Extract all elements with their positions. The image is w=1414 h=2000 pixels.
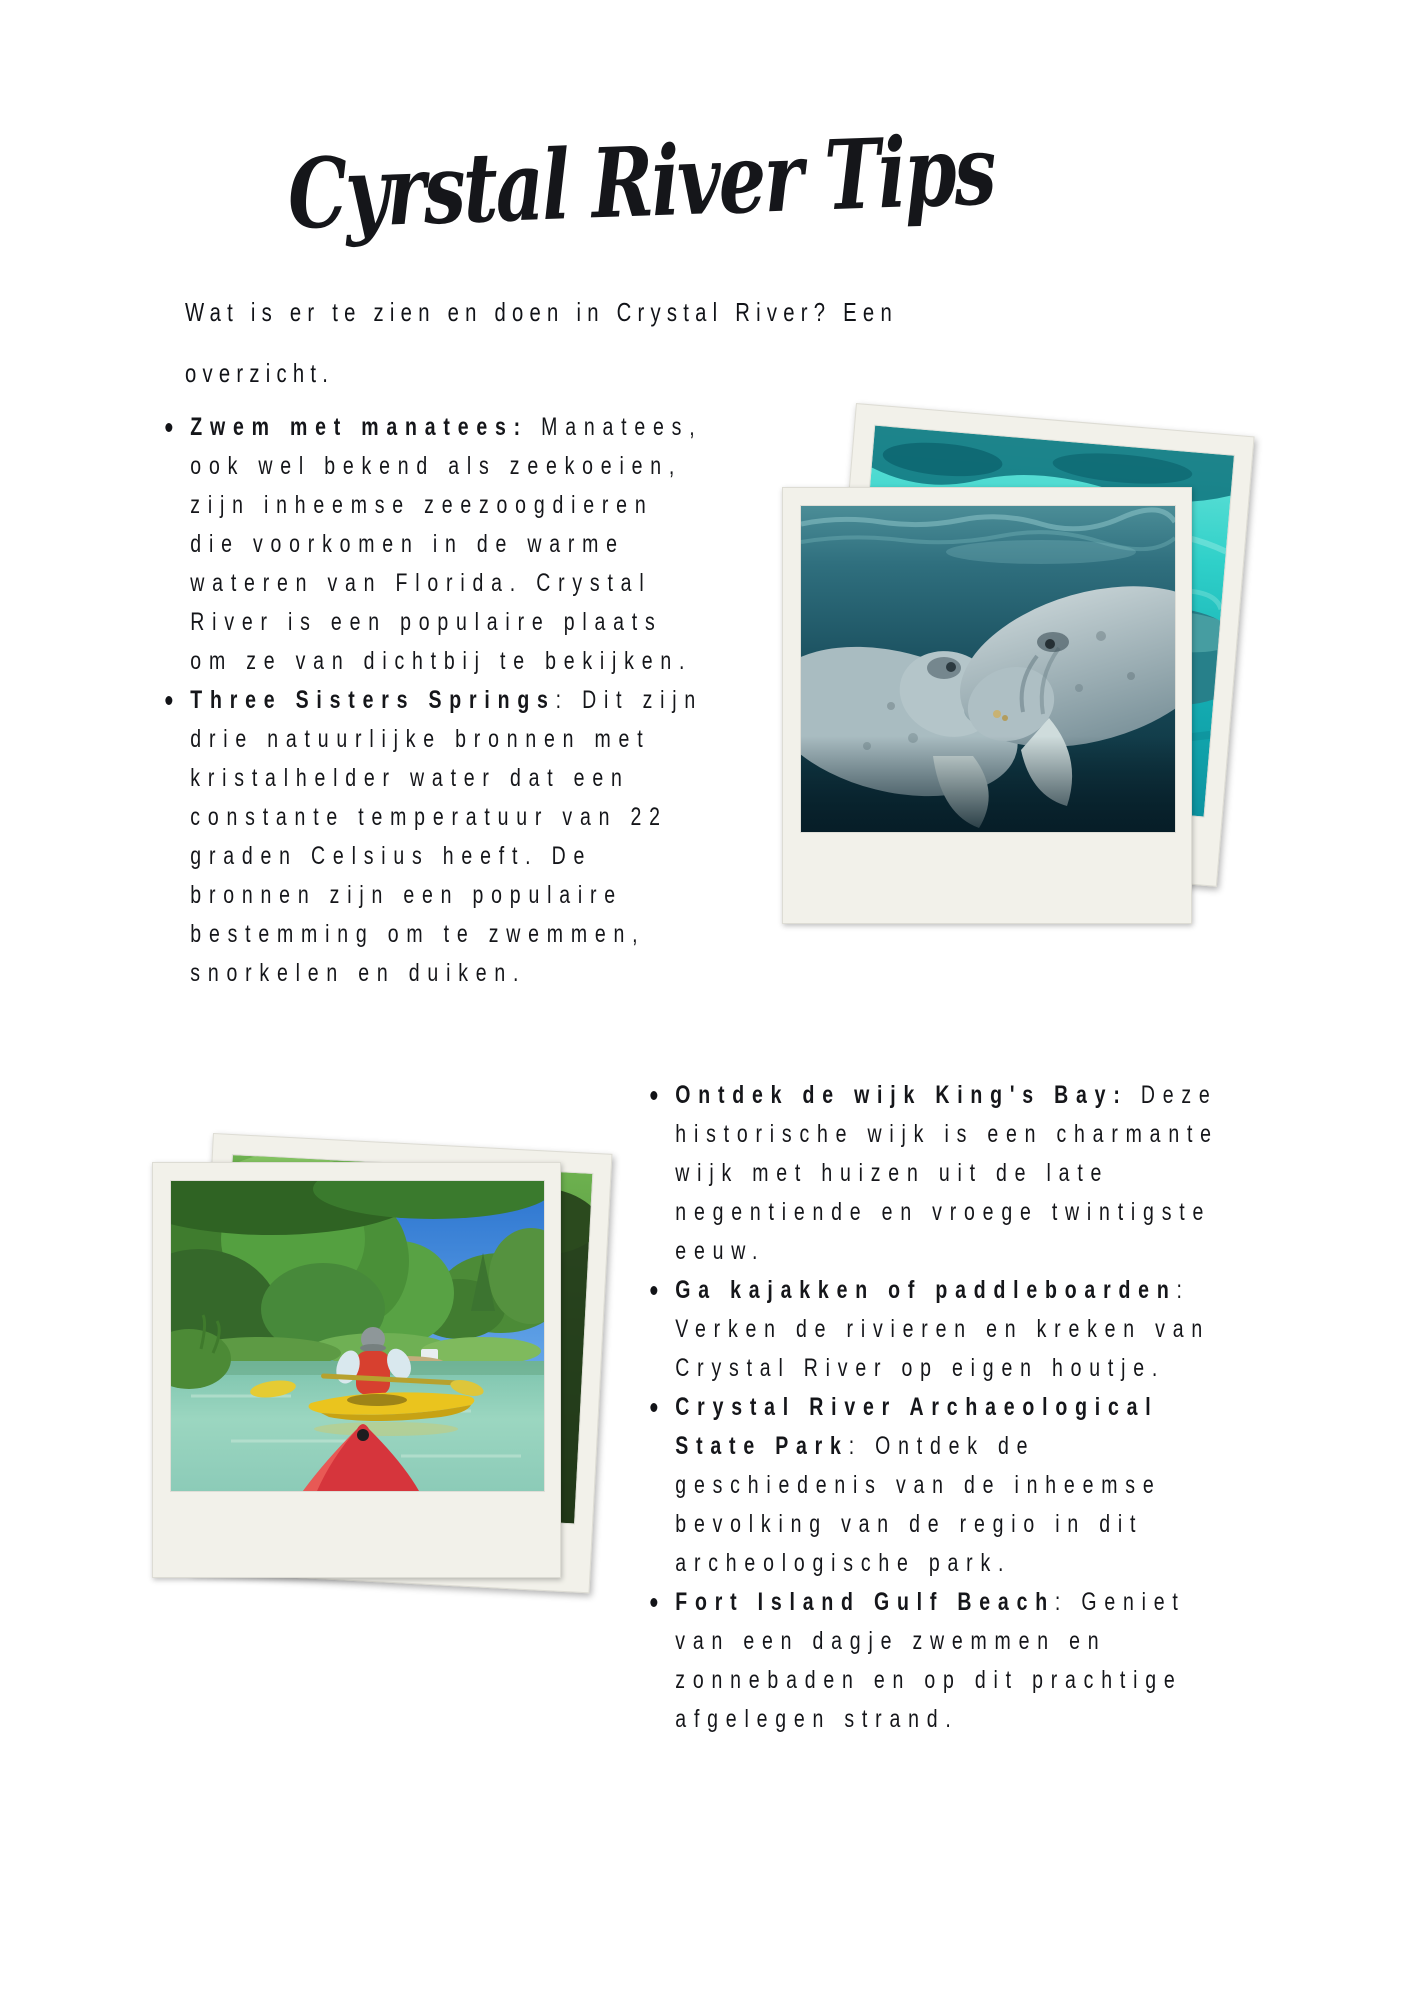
text-line: Crystal River op eigen houtje.	[675, 1354, 1166, 1382]
page-title: Cyrstal River Tips	[286, 113, 996, 252]
text-line: drie natuurlijke bronnen met	[190, 725, 651, 753]
text-line: bevolking van de regio in dit	[675, 1510, 1144, 1538]
bullet-item	[163, 408, 703, 681]
text-line: archeologische park.	[675, 1549, 1012, 1577]
text-line: kristalhelder water dat een	[190, 764, 630, 792]
bullet-item	[163, 681, 703, 993]
text-line: van een dagje zwemmen en	[675, 1627, 1107, 1655]
text-line: Zwem met manatees: Manatees,	[190, 408, 703, 447]
text-line: zijn inheemse zeezoogdieren	[190, 491, 654, 519]
manatees-photo	[801, 506, 1173, 832]
text-line: bestemming om te zwemmen,	[190, 920, 646, 948]
bullet-dot	[165, 423, 172, 432]
text-line: geschiedenis van de inheemse	[675, 1471, 1162, 1499]
text-line: om ze van dichtbij te bekijken.	[190, 647, 693, 675]
bullet-dot	[650, 1286, 657, 1295]
text-line: Ontdek de wijk King's Bay: Deze	[675, 1076, 1219, 1115]
text-line: negentiende en vroege twintigste	[675, 1198, 1212, 1226]
text-line: wijk met huizen uit de late	[675, 1159, 1110, 1187]
subtitle-line: overzicht.	[185, 358, 335, 388]
text-line: State Park: Ontdek de	[675, 1432, 1036, 1460]
text-line: historische wijk is een charmante	[675, 1120, 1219, 1148]
left-bullet-list	[163, 408, 703, 993]
bullet-dot	[650, 1091, 657, 1100]
bullet-item	[648, 1583, 1219, 1739]
text-line: Three Sisters Springs: Dit zijn	[190, 681, 703, 720]
bullet-item	[648, 1076, 1219, 1271]
text-line: Crystal River Archaeological	[675, 1388, 1219, 1427]
text-line: wateren van Florida. Crystal	[190, 569, 652, 597]
text-line: eeuw.	[675, 1237, 766, 1265]
text-line: snorkelen en duiken.	[190, 959, 527, 987]
polaroid-manatees-front	[782, 487, 1192, 924]
bullet-item	[648, 1388, 1219, 1583]
text-line: Ga kajakken of paddleboarden:	[675, 1271, 1219, 1310]
kayak-photo	[171, 1181, 542, 1491]
polaroid-kayak-front	[152, 1162, 561, 1578]
text-line: die voorkomen in de warme	[190, 530, 625, 558]
bullet-dot	[650, 1403, 657, 1412]
text-line: Fort Island Gulf Beach: Geniet	[675, 1583, 1219, 1622]
text-line: Verken de rivieren en kreken van	[675, 1315, 1210, 1343]
text-line: ook wel bekend als zeekoeien,	[190, 452, 683, 480]
right-bullet-list	[648, 1076, 1219, 1739]
bullet-dot	[165, 696, 172, 705]
text-line: River is een populaire plaats	[190, 608, 663, 636]
page-subtitle	[185, 282, 898, 404]
bullet-item	[648, 1271, 1219, 1388]
text-line: graden Celsius heeft. De	[190, 842, 593, 870]
text-line: constante temperatuur van 22	[190, 803, 668, 831]
text-line: bronnen zijn een populaire	[190, 881, 623, 909]
subtitle-line: Wat is er te zien en doen in Crystal River? Een	[185, 297, 898, 327]
text-line: afgelegen strand.	[675, 1705, 959, 1733]
text-line: zonnebaden en op dit prachtige	[675, 1666, 1183, 1694]
bullet-dot	[650, 1598, 657, 1607]
